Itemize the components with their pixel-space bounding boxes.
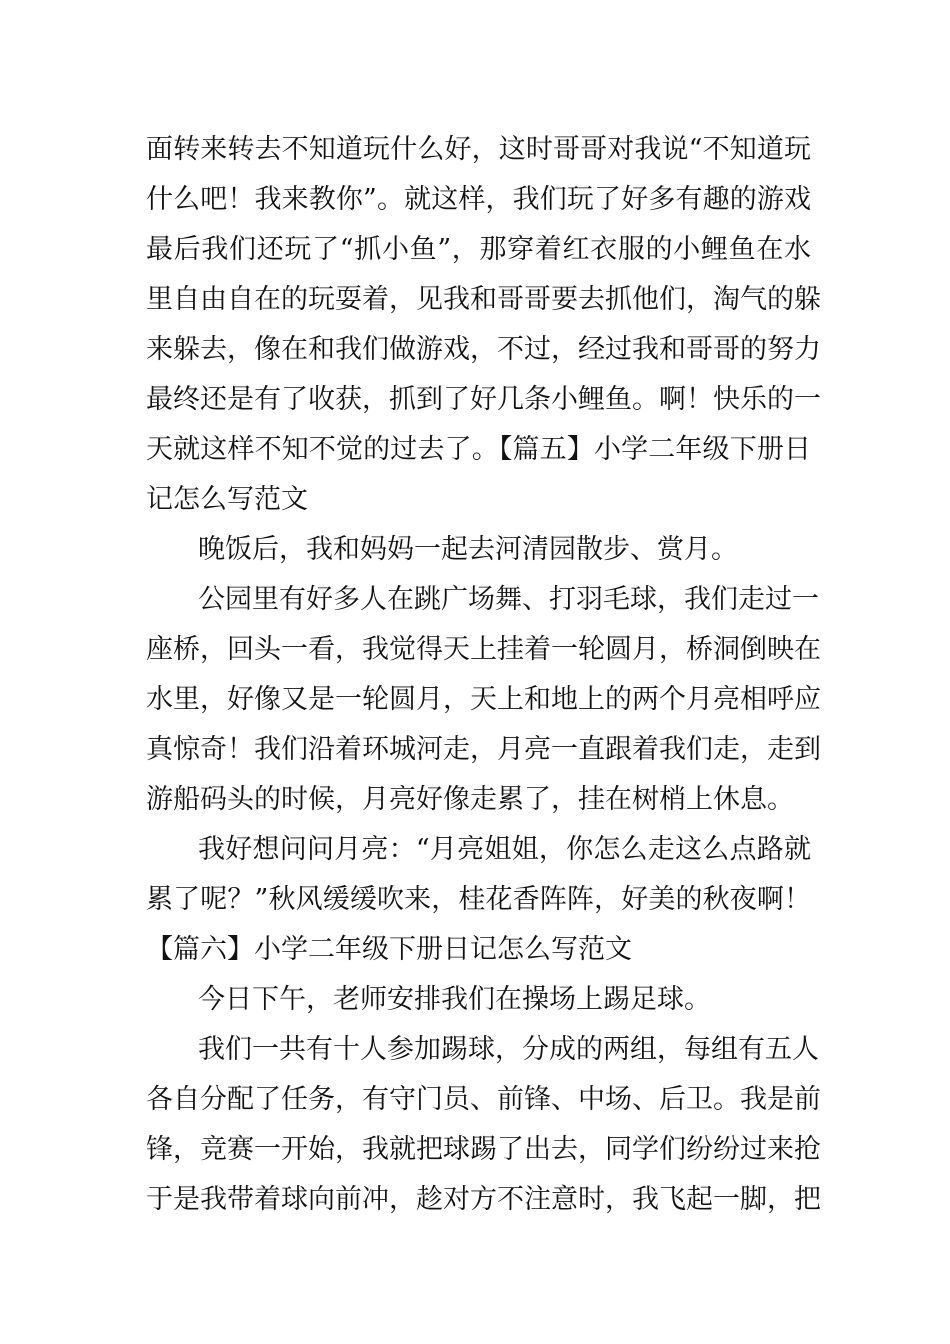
text-line: 来躲去，像在和我们做游戏，不过，经过我和哥哥的努力 [146, 334, 821, 365]
text-line: 最终还是有了收获，抓到了好几条小鲤鱼。啊！快乐的一 [146, 384, 821, 415]
text-line: 游船码头的时候，月亮好像走累了，挂在树梢上休息。 [146, 784, 794, 815]
text-line: 面转来转去不知道玩什么好，这时哥哥对我说“不知道玩 [146, 134, 811, 165]
text-line: 真惊奇！我们沿着环城河走，月亮一直跟着我们走，走到 [146, 734, 821, 765]
text-line: 里自由自在的玩耍着，见我和哥哥要去抓他们，淘气的躲 [146, 284, 821, 315]
text-line: 锋，竞赛一开始，我就把球踢了出去，同学们纷纷过来抢 [146, 1134, 821, 1165]
text-line: 天就这样不知不觉的过去了。【篇五】小学二年级下册日 [146, 434, 811, 465]
paragraph-first-line: 我好想问问月亮：“月亮姐姐，你怎么走这么点路就 [198, 834, 811, 865]
text-line: 各自分配了任务，有守门员、前锋、中场、后卫。我是前 [146, 1084, 821, 1115]
text-line: 最后我们还玩了“抓小鱼”，那穿着红衣服的小鲤鱼在水 [146, 234, 811, 265]
section-heading-line: 【篇六】小学二年级下册日记怎么写范文 [146, 934, 632, 965]
text-line: 水里，好像又是一轮圆月，天上和地上的两个月亮相呼应 [146, 684, 821, 715]
paragraph-first-line: 晚饭后，我和妈妈一起去河清园散步、赏月。 [198, 534, 738, 565]
text-line: 什么吧！我来教你”。就这样，我们玩了好多有趣的游戏 [146, 184, 811, 215]
text-line: 累了呢？”秋风缓缓吹来，桂花香阵阵，好美的秋夜啊！ [146, 884, 811, 915]
section-heading-line: 记怎么写范文 [146, 484, 308, 515]
text-line: 于是我带着球向前冲，趁对方不注意时，我飞起一脚，把 [146, 1184, 821, 1215]
paragraph-first-line: 公园里有好多人在跳广场舞、打羽毛球，我们走过一 [198, 584, 819, 615]
text-line: 座桥，回头一看，我觉得天上挂着一轮圆月，桥洞倒映在 [146, 634, 821, 665]
paragraph-first-line: 今日下午，老师安排我们在操场上踢足球。 [198, 984, 711, 1015]
paragraph-first-line: 我们一共有十人参加踢球，分成的两组，每组有五人 [198, 1034, 819, 1065]
